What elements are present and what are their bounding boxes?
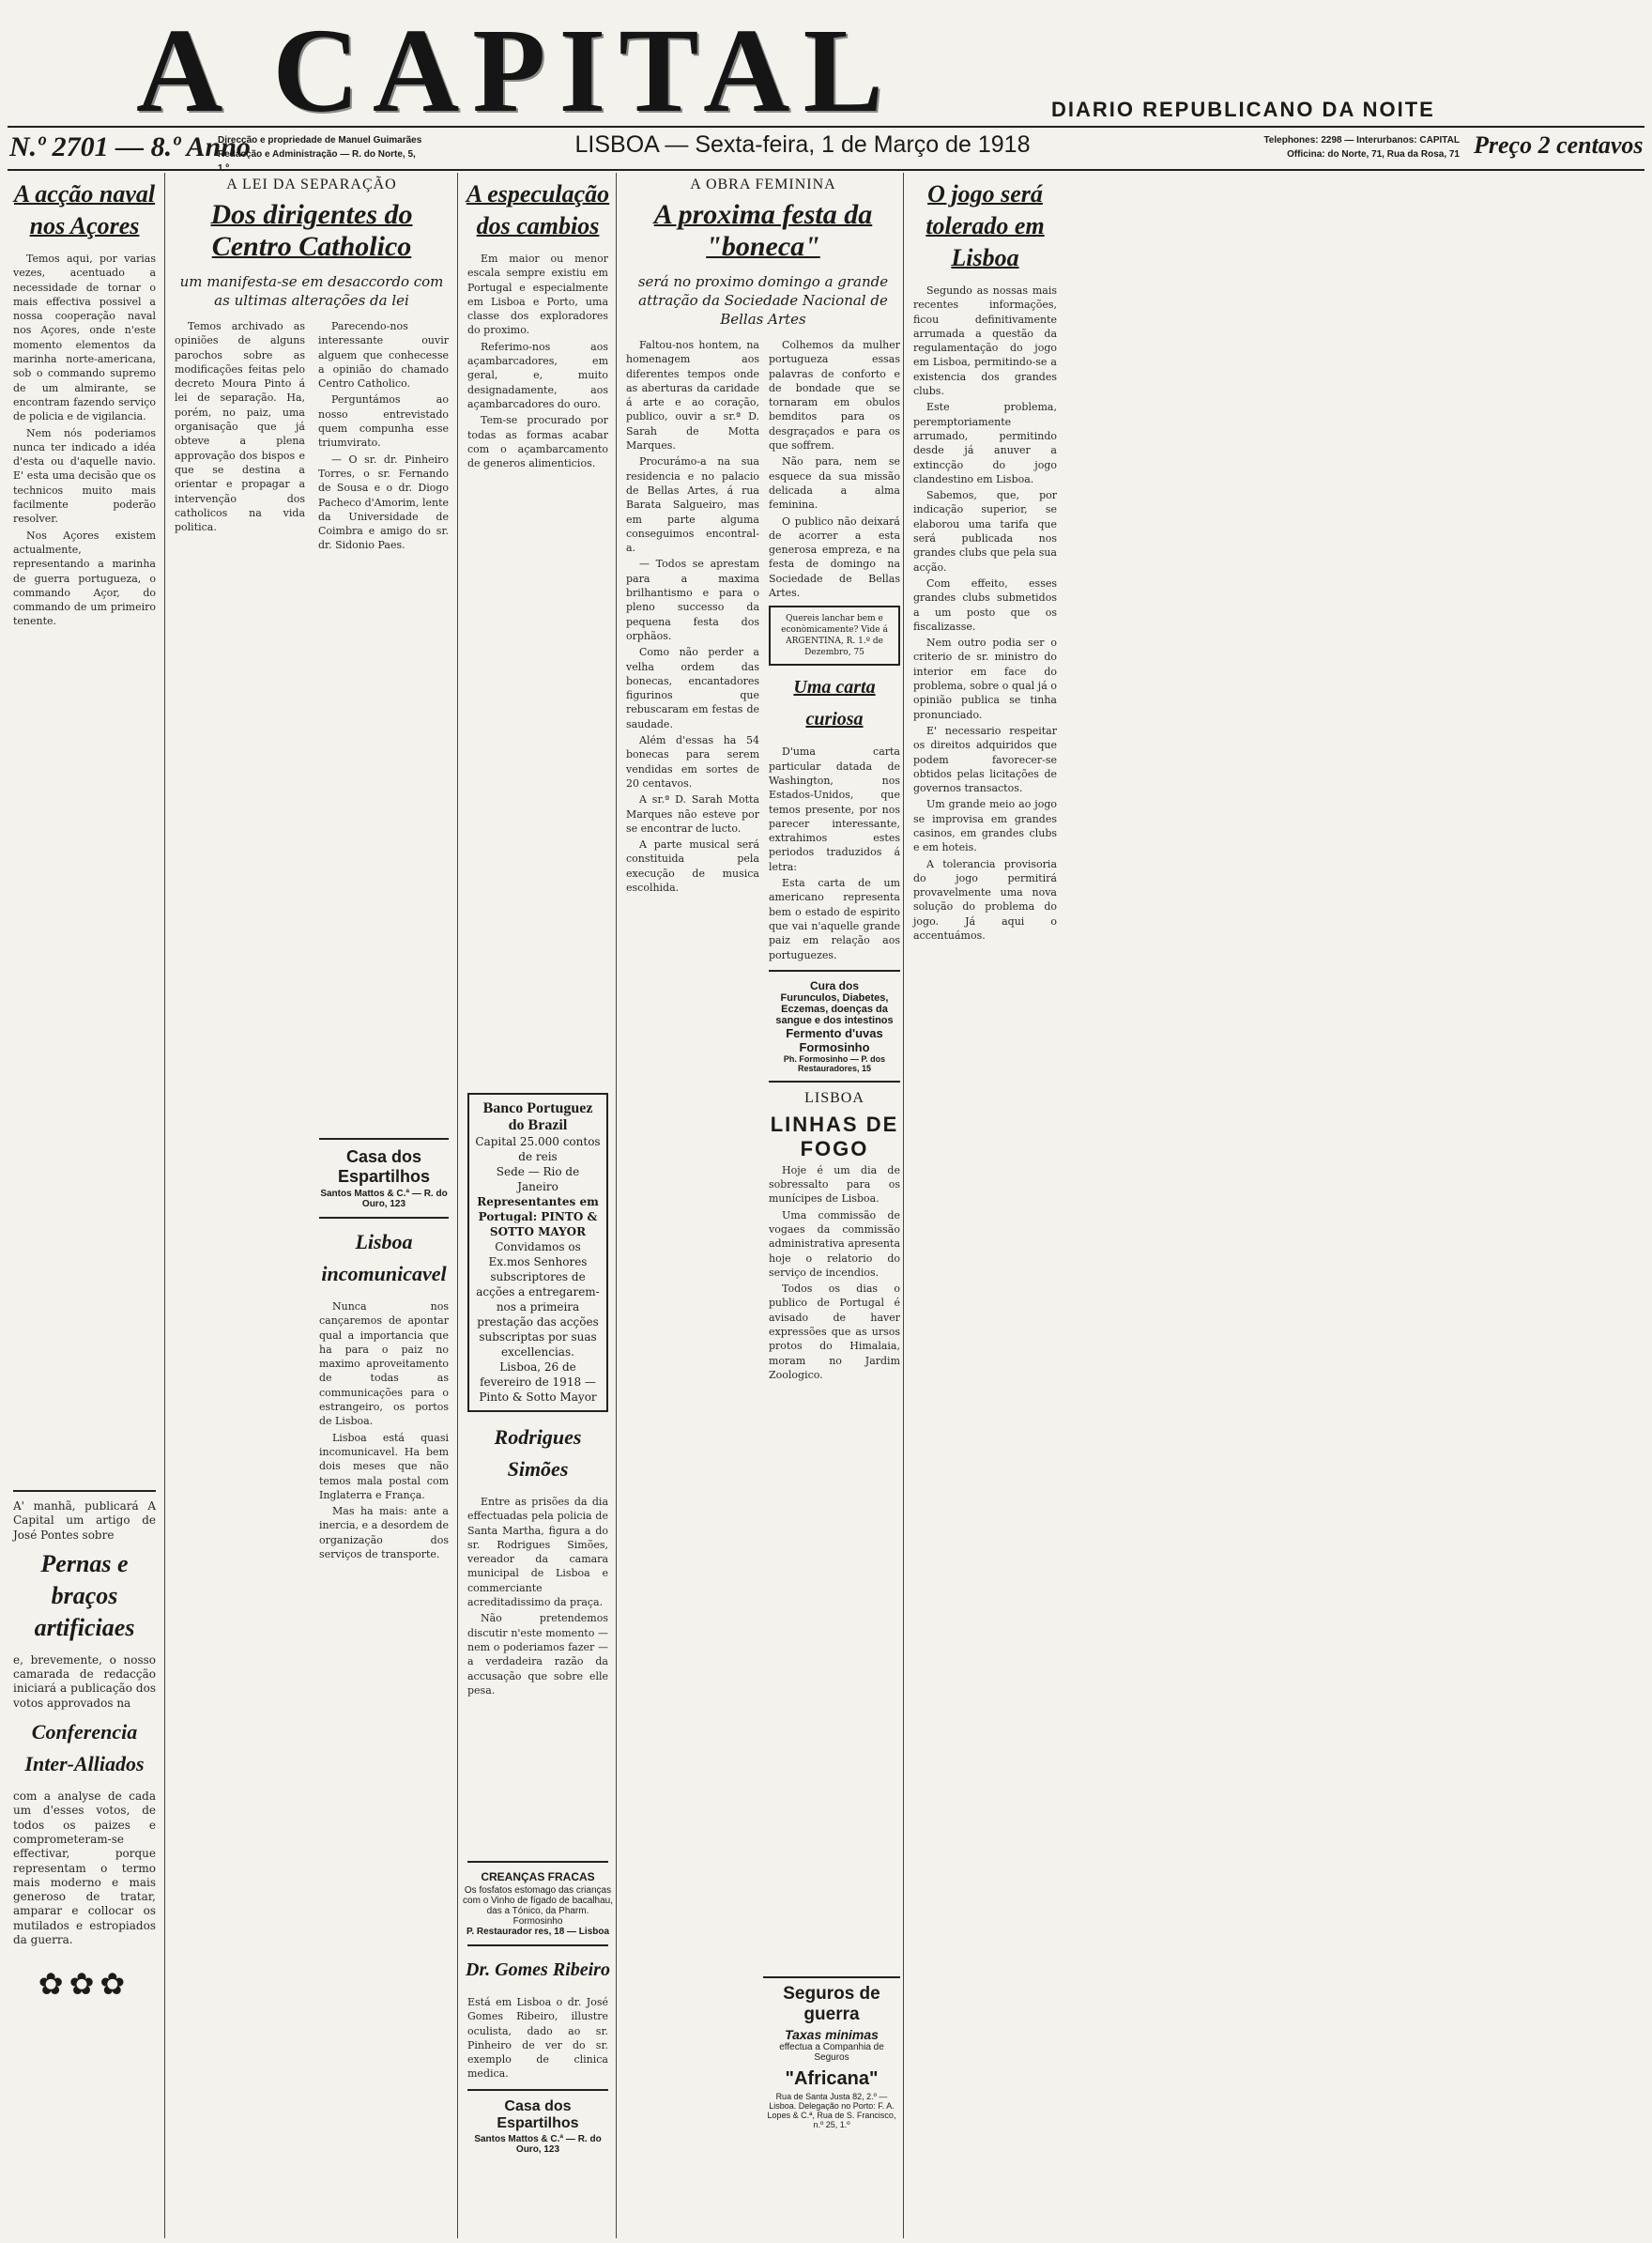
argentina-ad [769,606,900,666]
paragraph: Temos archivado as opiniões de alguns parochos sobre as modificações feitas pelo decreto Moura Pinto á lei de separação. Ha, porém, no paiz, uma organisação que já obteve a plena approvação dos bispos e que se destina a orientar e propagar a intervenção dos catholicos na vida politica. [175,320,305,534]
cura-body: Furunculos, Diabetes, Eczemas, doenças da sangue e dos intestinos [775,991,894,1026]
subhead-curious-letter: Uma carta curiosa [793,677,876,730]
headline: A acção naval nos Açores [13,180,156,239]
article-exchange-speculation [462,173,614,2238]
paragraph: Como não perder a velha ordem das bonecas, encantadores figurinos que rebuscaram em festas de saudade. [626,646,759,730]
lower-ads [462,1853,614,2155]
ad-address: Rua de Santa Justa 82, 2.º — Lisboa. Delegação no Porto: F. A. Lopes & C.ª, Rua de S. Francisco, n.º 25, 1.º [767,2092,896,2129]
sidebar-ads [314,1130,454,1563]
newspaper-subtitle: DIARIO REPUBLICANO DA NOITE [1051,98,1435,121]
ad-title: CREANÇAS FRACAS [481,1870,595,1883]
article-body-right [769,338,900,600]
paragraph: Em maior ou menor escala sempre existiu em Portugal e especialmente em Lisboa e Porto, uma classe dos exploradores do proximo. [467,253,608,337]
deck: um manifesta-se em desaccordo com as ultimas alterações da lei [179,273,444,309]
subhead-rodrigues: Rodrigues Simões [494,1425,582,1481]
newspaper-title: A CAPITAL [136,4,896,137]
paragraph: A parte musical será constituida pela execução de musica escolhida. [626,838,759,894]
paragraph: Uma commissão de vogaes da commissão administrativa apresenta hoje o relatorio do serviço de incendios. [769,1208,900,1279]
kicker: A OBRA FEMININA [690,177,836,192]
kicker: A LEI DA SEPARAÇÃO [226,177,397,192]
direction-line: Direcção e propriedade de Manuel Guimarães [218,135,422,146]
ad-title: Casa dos Espartilhos [337,1147,431,1186]
ad-company: "Africana" [785,2068,879,2089]
offices-line: Officina: do Norte, 71, Rua da Rosa, 71 [1287,149,1460,160]
article-body [175,319,449,553]
paragraph: A tolerancia provisoria do jogo permitirá provavelmente uma nova solução do problema do jogo. Já aqui o accentuámos. [913,857,1057,943]
paragraph: E' necessario respeitar os direitos adquiridos que podem favorecer-se obtidos pelas licitações de governos transactos. [913,724,1057,795]
notice-body: e, brevemente, o nosso camarada de redacção iniciará a publicação dos votos approvados na [13,1652,156,1710]
separator [319,1217,449,1219]
kicker: LISBOA [804,1089,864,1106]
cura-title: Cura dos [809,978,859,992]
paragraph: Hoje é um dia de sobressalto para os munícipes de Lisboa. [769,1163,900,1206]
ad-line: effectua a Companhia de Seguros [779,2042,884,2063]
separator [13,1490,156,1492]
bank-box [467,1093,608,1412]
paragraph: Temos aqui, por varias vezes, acentuado a necessidade de tornar o mais effectiva possivel a nossa cooperação naval nos Açores, onde n'este momento elementos da marinha norte-americana, sob o commando supremo de um almirante, se encontram fazendo serviço de policia e de vigilancia. [13,253,156,423]
notice-title: Pernas e braços artificiaes [34,1549,135,1641]
paragraph: Nem outro podia ser o criterio de sr. ministro do interior em face do problema, sobre o qual já o opinião publica se tinha pronunciado. [913,637,1057,721]
separator [467,2089,608,2091]
paragraph: Procurámo-a na sua residencia e no palacio de Bellas Artes, á rua Barata Salgueiro, mas em parte alguma conseguimos encontral-a. [626,455,759,555]
headline: Dos dirigentes do Centro Catholico [210,199,413,262]
paragraph: Segundo as nossas mais recentes informações, ficou definitivamente arrumada a questão da regulamentação do jogo em Lisboa, permitindo-se a existencia dos grandes clubs. [913,284,1057,398]
subhead-gomes-ribeiro: Dr. Gomes Ribeiro [466,1959,610,1980]
ad-subtitle: Taxas minimas [785,2027,879,2042]
separator [769,1081,900,1083]
paragraph: Entre as prisões da dia effectuadas pela policia de Santa Martha, figura a do sr. Rodrigues Simões, vereador da camara municipal de Lisboa e commerciante acreditadissimo da praça. [467,1496,608,1609]
ad-title: Casa dos Espartilhos [497,2097,579,2131]
paragraph: Lisboa está quasi incomunicavel. Ha bem dois meses que não temos mala postal com Inglaterra e França. [319,1431,449,1501]
paragraph: Nunca nos cançaremos de apontar qual a importancia que ha para o paiz no maximo aproveitamento de todas as communicações para o estrangeiro, os portos de Lisboa. [319,1300,449,1428]
ad-line: Santos Mattos & C.ª — R. do Ouro, 123 [320,1189,448,1209]
headline: A especulação dos cambios [466,180,610,239]
article-naval-action [8,173,161,2238]
ad-line: Os fosfatos estomago das crianças com o Vinho de fígado de bacalhau, das a Tónico, da Pharm. Formosinho [463,1885,613,1927]
ad-line: Santos Mattos & C.ª — R. do Ouro, 123 [474,2133,602,2155]
article-doll-festival [626,173,900,2238]
bank-advert [462,1083,614,1699]
paragraph: — O sr. dr. Pinheiro Torres, o sr. Fernando de Sousa e o dr. Diogo Pacheco d'Amorim, lente da Universidade de Coimbra e amigo do sr. dr. Sidonio Paes. [318,453,449,552]
paragraph: Um grande meio ao jogo se improvisa em grandes casinos, em grandes clubs e em hoteis. [913,798,1057,854]
ad-title: Seguros de guerra [783,1984,880,2024]
masthead-rule-bottom [8,169,1644,171]
paragraph: Tem-se procurado por todas as formas acabar com o açambarcamento de generos alimenticios. [467,414,608,470]
cura-address: Ph. Formosinho — P. dos Restauradores, 15 [783,1053,886,1073]
article-body [769,745,900,961]
bank-seat: Sede — Rio de Janeiro [496,1165,580,1193]
column-divider [616,173,617,2238]
deck: será no proximo domingo a grande attração da Sociedade Nacional de Bellas Artes [637,273,889,328]
ad-address: P. Restaurador res, 18 — Lisboa [466,1927,610,1937]
separator [769,970,900,972]
cura-product: Fermento d'uvas Formosinho [786,1025,883,1054]
column-divider [164,173,165,2238]
ad-text: Quereis lanchar bem e econòmicamente? Vide á ARGENTINA, R. 1.º de Dezembro, 75 [781,614,888,658]
paragraph: Referimo-nos aos açambarcadores, em geral, e, muito designadamente, aos açambarcadores do ouro. [467,340,608,410]
article-body: Está em Lisboa o dr. José Gomes Ribeiro, illustre oculista, dado ao sr. Pinheiro de ver do sr. exemplo de clinica medica. [467,1996,608,2081]
headline: A proxima festa da "boneca" [653,199,873,262]
article-two-col [626,338,900,1384]
paragraph: Faltou-nos hontem, na homenagem aos diferentes tempos onde as aberturas da caridade á arte e ao coração, publico, ouvir a sr.ª D. Sarah de Motta Marques. [626,339,759,453]
bank-capital: Capital 25.000 contos de reis [475,1135,601,1163]
bank-title: Banco Portuguez do Brazil [482,1100,593,1133]
paragraph: A sr.ª D. Sarah Motta Marques não esteve por se encontrar de lucto. [626,793,759,835]
paragraph: Não pretendemos discutir n'este momento — nem o poderiamos fazer — a verdadeira razão da accusação que sobre elle pesa. [467,1612,608,1697]
subhead-fire-lines: LINHAS DE FOGO [770,1112,899,1160]
notice-artificial-limbs [8,1483,161,2002]
headline: O jogo será tolerado em Lisboa [925,180,1045,271]
notice-title-conference: Conferencia Inter-Alliados [24,1720,145,1776]
article-body [913,284,1057,943]
contact-info [1047,133,1460,161]
column-divider [903,173,904,2238]
bank-body: Convidamos os Ex.mos Senhores subscriptores de acções a entregarem-nos a primeira prestação das acções subscriptas por suas excellencias. [476,1240,600,1359]
insurance-ad [763,1971,900,2129]
paragraph: Parecendo-nos interessante ouvir alguem que conhecesse a opinião do chamado Centro Catholico. [318,320,449,391]
paragraph: Sabemos, que, por indicação superior, se elaborou uma tarifa que será publicada nos grandes clubs que pela sua acção. [913,489,1057,574]
separator [467,1861,608,1863]
dateline: LISBOA — Sexta-feira, 1 de Março de 1918 [574,131,1031,158]
notice-intro: A' manhã, publicará A Capital um artigo de José Pontes sobre [13,1499,156,1542]
paragraph: Colhemos da mulher portugueza essas palavras de conforto e de bondade que se tornaram em obulos bemditos para os desgraçados e para os que soffrem. [769,339,900,453]
price: Preço 2 centavos [1474,131,1644,159]
paragraph: Nos Açores existem actualmente, representando a marinha de guerra portugueza, o commando Açor, do commando de um primeiro tenente. [13,529,156,628]
phones-line: Telephones: 2298 — Interurbanos: CAPITAL [1263,135,1460,146]
right-subcolumn [769,338,900,1384]
bank-sign: Lisboa, 26 de fevereiro de 1918 — Pinto & Sotto Mayor [479,1360,597,1404]
paragraph: Não para, nem se esquece da sua missão delicada a alma feminina. [769,455,900,512]
separator [467,1944,608,1946]
article-body [467,252,608,470]
paragraph: Todos os dias o publico de Portugal é avisado de haver expressões que as ursos protos do Himalaia, moram no Jardim Zoologico. [769,1283,900,1381]
separator [319,1138,449,1140]
ornament-icon: ✿✿✿ [38,1966,131,2003]
notice-body-conference: com a analyse de cada um d'esses votos, de todos os paizes e comprometeram-se effectivar, porque representam o termo mais moderno e mais generoso de tratar, amparar e collocar os mutilados e estropiados da guerra. [13,1790,156,1947]
bank-reps: Representantes em Portugal: PINTO & SOTTO MAYOR [477,1195,599,1238]
article-body-left [626,338,759,1384]
separator [763,1976,900,1978]
article-body [319,1299,449,1561]
info-bar [0,128,1652,174]
paragraph: Mas ha mais: ante a inercia, e a desordem de organização dos serviços de transporte. [319,1505,449,1561]
paragraph: Este problema, peremptoriamente arrumado, permitindo desde já anuver a extincção do jogo clandestino em Lisboa. [913,401,1057,485]
paragraph: O publico não deixará de acorrer a esta generosa empreza, e na festa de domingo na Sociedade de Bellas Artes. [769,515,900,600]
paragraph: Nem nós poderiamos nunca ter indicado a idéa d'esta ou d'aquelle navio. E' esta uma decisão que os technicos muito mais facilmente poderão resolver. [13,426,156,526]
article-body [467,1495,608,1698]
paragraph: Além d'essas ha 54 bonecas para serem vendidas em sortes de 20 centavos. [626,734,759,790]
article-body [769,1163,900,1382]
column-divider [457,173,458,2238]
paragraph: Perguntámos ao nosso entrevistado quem compunha esse triumvirato. [318,393,449,450]
administration-line: Redacção e Administração — R. do Norte, 5, 1.º [218,149,416,174]
paragraph: — Todos se aprestam para a maxima brilhantismo e para o pleno successo da pequena festa dos orphãos. [626,558,759,642]
issue-number: N.º 2701 — 8.º Anno [9,131,251,162]
article-catholic-centre [169,173,454,2238]
subhead-lisbon: Lisboa incomunicavel [321,1230,447,1285]
paragraph: Com effeito, esses grandes clubs submetidos a um posto que os fiscalizasse. [913,576,1057,633]
paragraph: Esta carta de um americano representa bem o estado de espirito que vai n'aquelle grande paiz em relação aos portuguezes. [769,877,900,961]
article-gambling [908,173,1063,2238]
paragraph: D'uma carta particular datada de Washington, nos Estados-Unidos, que temos presente, por nos parecer interessante, extrahimos estes periodos traduzidos á letra: [769,745,900,873]
article-body [13,252,156,629]
